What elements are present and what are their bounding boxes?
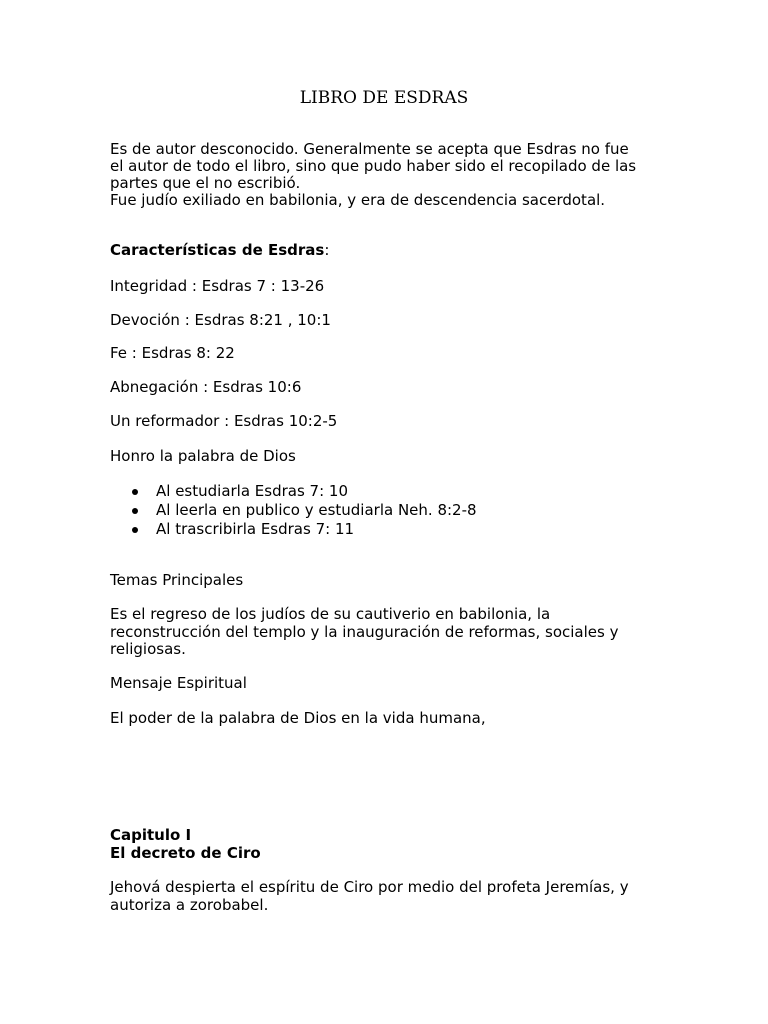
document-title: LIBRO DE ESDRAS xyxy=(299,88,469,108)
characteristic-item: Integridad : Esdras 7 : 13-26 xyxy=(110,277,325,295)
chapter-text-line: Jehová despierta el espíritu de Ciro por medio del profeta Jeremías, y xyxy=(110,878,629,896)
bullet-item-text: Al estudiarla Esdras 7: 10 xyxy=(156,482,349,500)
bullet-item xyxy=(128,482,477,501)
characteristic-item: Abnegación : Esdras 10:6 xyxy=(110,378,302,396)
spiritual-text: El poder de la palabra de Dios en la vida humana, xyxy=(110,709,486,727)
themes-line: religiosas. xyxy=(110,640,186,658)
chapter-label: Capitulo I xyxy=(110,826,192,844)
intro-line: Fue judío exiliado en babilonia, y era de descendencia sacerdotal. xyxy=(110,191,606,209)
bullet-dot-icon xyxy=(132,489,138,495)
characteristics-heading-colon: : xyxy=(324,241,330,259)
characteristic-item: Fe : Esdras 8: 22 xyxy=(110,344,235,362)
intro-line: partes que el no escribió. xyxy=(110,174,301,192)
bullet-item xyxy=(128,520,477,539)
themes-heading: Temas Principales xyxy=(110,571,244,589)
characteristics-heading-text: Características de Esdras xyxy=(110,241,325,259)
chapter-text-line: autoriza a zorobabel. xyxy=(110,896,269,914)
characteristics-heading xyxy=(110,242,329,259)
bullet-item-text: Al leerla en publico y estudiarla Neh. 8:2-8 xyxy=(156,501,477,519)
characteristic-item: Devoción : Esdras 8:21 , 10:1 xyxy=(110,311,331,329)
bullet-list xyxy=(128,482,477,539)
bullet-item xyxy=(128,501,477,520)
characteristic-item: Honro la palabra de Dios xyxy=(110,447,296,465)
intro-line: Es de autor desconocido. Generalmente se acepta que Esdras no fue xyxy=(110,140,629,158)
spiritual-heading: Mensaje Espiritual xyxy=(110,674,247,692)
characteristic-item: Un reformador : Esdras 10:2-5 xyxy=(110,412,338,430)
bullet-dot-icon xyxy=(132,508,138,514)
intro-line: el autor de todo el libro, sino que pudo haber sido el recopilado de las xyxy=(110,157,637,175)
bullet-dot-icon xyxy=(132,527,138,533)
bullet-item-text: Al trascribirla Esdras 7: 11 xyxy=(156,520,355,538)
themes-line: Es el regreso de los judíos de su cautiverio en babilonia, la xyxy=(110,605,551,623)
themes-line: reconstrucción del templo y la inauguración de reformas, sociales y xyxy=(110,623,619,641)
chapter-title: El decreto de Ciro xyxy=(110,844,261,862)
